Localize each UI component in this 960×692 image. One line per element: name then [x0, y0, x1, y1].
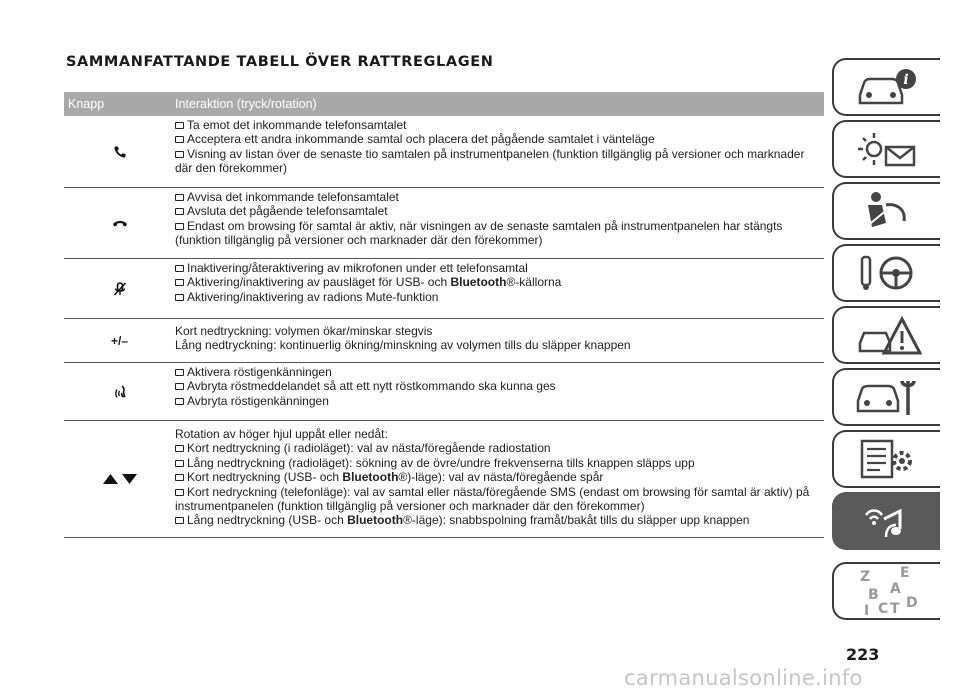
technical-data-icon — [852, 437, 922, 481]
checkbox-bullet-icon — [175, 136, 184, 143]
table-row — [64, 259, 824, 319]
list-item: Aktivera röstigenkänningen — [175, 365, 824, 379]
tab-maintenance[interactable] — [832, 368, 940, 426]
tab-car-info[interactable] — [832, 58, 940, 116]
key-cell — [64, 319, 175, 362]
checkbox-bullet-icon — [175, 208, 184, 215]
phone-hangup-icon — [112, 218, 128, 228]
table-row — [64, 188, 824, 259]
header-knapp: Knapp — [68, 97, 105, 111]
checkbox-bullet-icon — [175, 474, 184, 481]
list-item: Kort nedryckning (telefonläge): val av samtal eller nästa/föregående SMS (endast om browsing för samtal är aktiv) på — [175, 485, 824, 499]
svg-text:D: D — [906, 595, 918, 611]
list-item: Acceptera ett andra inkommande samtal och placera det pågående samtalet i vänteläge — [175, 132, 824, 146]
list-item: Ta emot det inkommande telefonsamtalet — [175, 118, 824, 132]
list-item: Lång nedtryckning (radioläget): sökning av de övre/undre frekvenserna tills knappen släpps upp — [175, 456, 824, 470]
list-item: Endast om browsing för samtal är aktiv, när visningen av de senaste samtalen på instrumentpanelen har stängts — [175, 219, 824, 233]
key-cell — [64, 188, 175, 258]
voice-command-icon — [113, 384, 127, 400]
key-cell — [64, 363, 175, 420]
list-item: Kort nedtryckning (USB- och Bluetooth®)-läge): val av nästa/föregående spår — [175, 470, 824, 484]
tab-safety[interactable] — [832, 182, 940, 240]
checkbox-bullet-icon — [175, 122, 184, 129]
key-cell — [64, 421, 175, 537]
list-item-continuation: (funktion tillgänglig på versioner och marknader där den förekommer) — [175, 233, 543, 248]
svg-text:I: I — [864, 603, 870, 617]
mute-icon — [113, 282, 127, 296]
seat-airbag-safety-icon — [852, 189, 922, 233]
car-maintenance-icon — [852, 375, 922, 419]
interaction-cell — [175, 116, 824, 187]
table-row — [64, 319, 824, 363]
table-row — [64, 116, 824, 188]
road-emergency-icon — [852, 313, 922, 357]
list-item: Avbryta röstmeddelandet så att ett nytt röstkommando ska kunna ges — [175, 379, 824, 393]
list-item: Kort nedtryckning: volymen ökar/minskar stegvis — [175, 324, 433, 338]
header-interaktion: Interaktion (tryck/rotation) — [175, 97, 317, 111]
interaction-cell — [175, 363, 824, 420]
list-item: Avsluta det pågående telefonsamtalet — [175, 204, 824, 218]
interaction-cell — [175, 259, 824, 318]
list-item: Aktivering/inaktivering av pausläget för USB- och Bluetooth®-källorna — [175, 275, 824, 289]
checkbox-bullet-icon — [175, 489, 184, 496]
multimedia-icon — [852, 499, 922, 543]
list-item: Avvisa det inkommande telefonsamtalet — [175, 190, 824, 204]
warning-lights-message-icon — [852, 127, 922, 171]
watermark: carmanualsonline.info — [624, 666, 863, 690]
page-title: SAMMANFATTANDE TABELL ÖVER RATTREGLAGEN — [66, 54, 494, 70]
tab-index[interactable] — [832, 562, 940, 620]
tab-emergency[interactable] — [832, 306, 940, 364]
interaction-cell — [175, 421, 824, 537]
car-info-icon — [852, 65, 922, 109]
tab-warning-lights[interactable] — [832, 120, 940, 178]
list-item: Inaktivering/återaktivering av mikrofonen under ett telefonsamtal — [175, 261, 824, 275]
checkbox-bullet-icon — [175, 517, 184, 524]
list-item: Aktivering/inaktivering av radions Mute-funktion — [175, 290, 824, 304]
list-item: Lång nedtryckning: kontinuerlig ökning/minskning av volymen tills du släpper knappen — [175, 338, 631, 353]
controls-table — [64, 92, 824, 538]
page-number: 223 — [846, 645, 880, 664]
list-item: Kort nedtryckning (i radioläget): val av nästa/föregående radiostation — [175, 441, 824, 455]
svg-text:B: B — [868, 587, 879, 603]
list-item-continuation: där den förekommer) — [175, 161, 288, 176]
checkbox-bullet-icon — [175, 369, 184, 376]
svg-text:T: T — [890, 601, 900, 617]
bluetooth-label: Bluetooth — [342, 470, 399, 485]
checkbox-bullet-icon — [175, 194, 184, 201]
list-item: Visning av listan över de senaste tio samtalen på instrumentpanelen (funktion tillgänglig på versioner och marknader — [175, 147, 824, 161]
bluetooth-label: Bluetooth — [347, 513, 404, 528]
svg-text:A: A — [890, 581, 901, 597]
svg-text:C: C — [878, 601, 889, 617]
checkbox-bullet-icon — [175, 294, 184, 301]
list-item-continuation: instrumentpanelen (funktion tillgänglig på versioner och marknader där den förekommer) — [175, 499, 645, 514]
interaction-cell — [175, 319, 824, 362]
bluetooth-label: Bluetooth — [450, 275, 507, 290]
key-steering-wheel-icon — [852, 251, 922, 295]
svg-text:Z: Z — [860, 569, 871, 585]
interaction-cell — [175, 188, 824, 258]
svg-text:i: i — [903, 72, 909, 88]
table-header — [64, 92, 824, 116]
phone-answer-icon — [113, 145, 127, 159]
checkbox-bullet-icon — [175, 265, 184, 272]
list-item: Avbryta röstigenkänningen — [175, 394, 824, 408]
volume-key-label: +/– — [110, 333, 128, 348]
checkbox-bullet-icon — [175, 151, 184, 158]
up-down-arrows-icon — [102, 472, 138, 486]
checkbox-bullet-icon — [175, 279, 184, 286]
key-cell — [64, 259, 175, 318]
checkbox-bullet-icon — [175, 223, 184, 230]
svg-text:E: E — [900, 565, 910, 581]
tab-starting-driving[interactable] — [832, 244, 940, 302]
tab-multimedia[interactable] — [832, 492, 940, 550]
list-item: Rotation av höger hjul uppåt eller nedåt: — [175, 427, 388, 441]
table-row — [64, 363, 824, 421]
checkbox-bullet-icon — [175, 460, 184, 467]
list-item: Lång nedtryckning (USB- och Bluetooth®-läge): snabbspolning framåt/bakåt tills du släpper upp knappen — [175, 513, 824, 527]
checkbox-bullet-icon — [175, 383, 184, 390]
key-cell — [64, 116, 175, 187]
checkbox-bullet-icon — [175, 398, 184, 405]
alphabetical-index-icon — [852, 565, 922, 617]
table-row — [64, 421, 824, 538]
checkbox-bullet-icon — [175, 445, 184, 452]
tab-technical-data[interactable] — [832, 430, 940, 488]
